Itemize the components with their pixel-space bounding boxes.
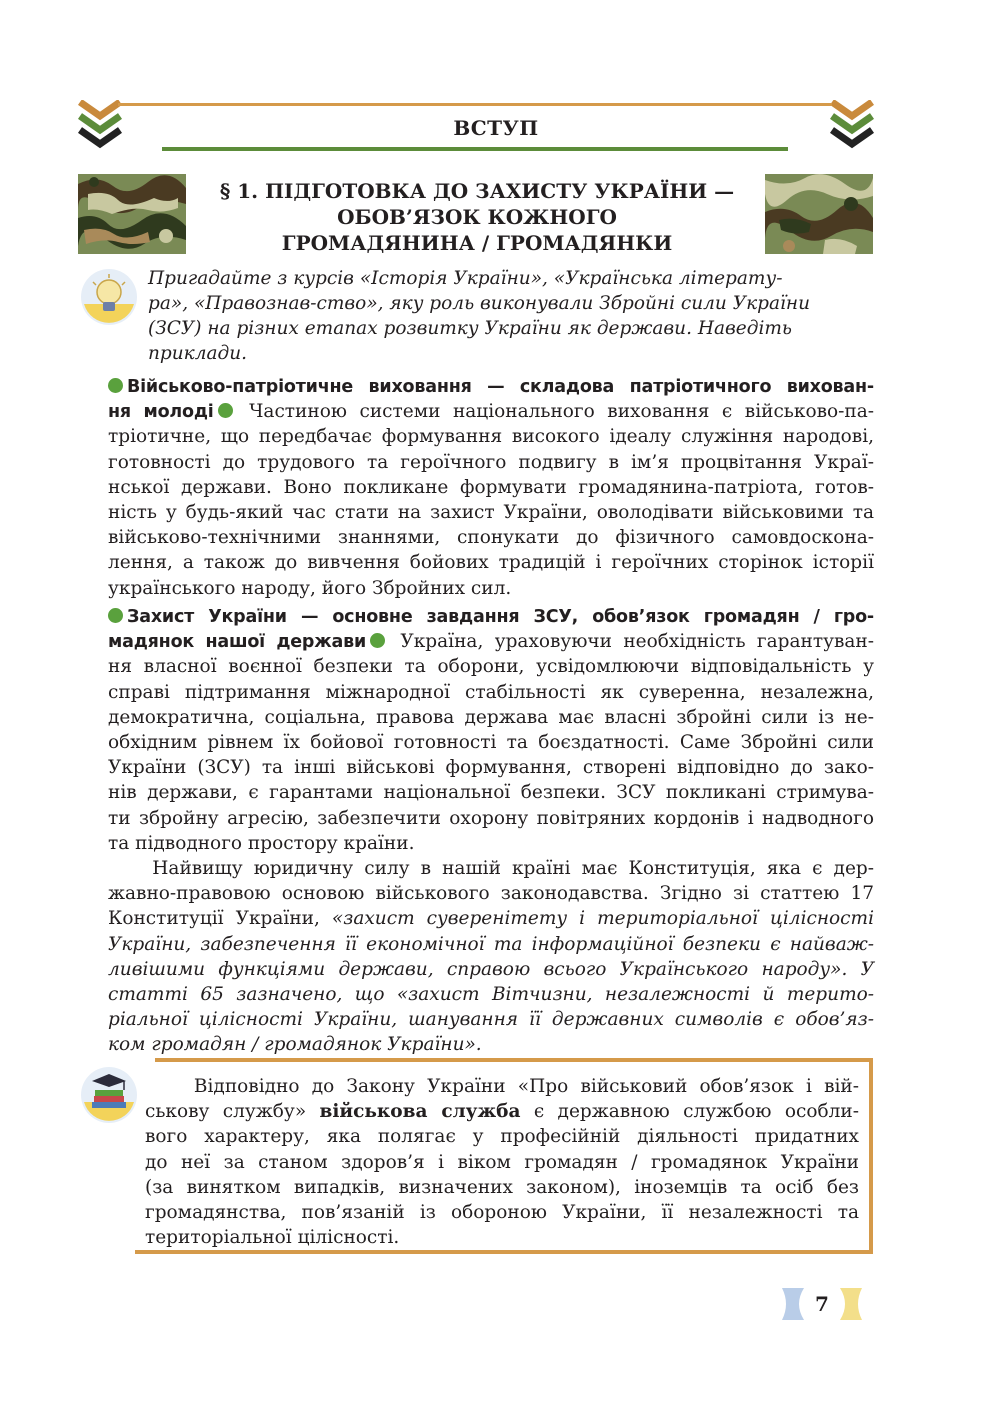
bullet-icon: [108, 608, 123, 623]
bullet-icon: [218, 403, 233, 418]
page-number-badge: [780, 1286, 864, 1322]
term-bold: військова служба: [319, 1101, 521, 1123]
box-border-right: [869, 1058, 873, 1254]
definition-text: [145, 1074, 859, 1250]
note-text: ськову службу»: [145, 1101, 320, 1123]
section-heading: Захист України — основне завдання ЗСУ, обов’язок громадян / гро-: [127, 607, 874, 627]
lightbulb-icon: [80, 268, 138, 326]
recall-line: Пригадайте з курсів «Історія України», «Українська літерату-: [148, 268, 783, 289]
constitution-paragraph: [108, 856, 874, 1058]
body-line: ня власної воєнної безпеки та оборони, усвідомлюючи відповідальність у: [108, 656, 874, 678]
note-line: Відповідно до Закону України «Про військовий обов’язок і вій-: [193, 1076, 859, 1097]
body-line: обхідним рівнем їх бойової готовності та боєздатності. Саме Збройні сили: [108, 731, 874, 753]
section-military-education: [108, 374, 874, 601]
header-rule-bottom: [162, 147, 788, 151]
note-line: до неї за станом здоров’я і віком громадян / громадянок України: [145, 1151, 859, 1173]
body-line: українського народу, його Збройних сил.: [108, 577, 512, 599]
recall-question: [148, 266, 874, 366]
quote-line: ком громадян / громадянок України».: [108, 1034, 482, 1056]
quote-text: «захист суверенітету і територіальної цілісності: [331, 908, 874, 930]
camouflage-pattern-left: [78, 174, 186, 254]
books-icon: [80, 1066, 138, 1124]
quote-line: ріальної цілісності України, шанування її державних символів є обов’яз-: [108, 1009, 874, 1031]
body-line: Найвищу юридичну силу в нашій країні має Конституція, яка є дер-: [152, 858, 874, 879]
body-line: України (ЗСУ) та інші військові формування, створені відповідно до зако-: [108, 757, 874, 779]
bullet-icon: [370, 633, 385, 648]
paragraph-title-line: ОБОВ’ЯЗОК КОЖНОГО: [337, 205, 617, 229]
body-text: Україна, ураховуючи необхідність гарантуван-: [400, 631, 874, 653]
note-line: територіальної цілісності.: [145, 1227, 400, 1249]
section-heading-cont: мадянок нашої держави: [108, 632, 367, 653]
section-title: ВСТУП: [453, 116, 539, 140]
body-line: лення, а також до вивчення бойових традицій і героїчних сторінок історії: [108, 552, 874, 574]
section-heading-cont: ня молоді: [108, 402, 214, 423]
quote-line: України, забезпечення її економічної та інформаційної безпеки є найваж-: [108, 933, 874, 955]
body-line: нської держави. Воно покликане формувати громадянина-патріота, готов-: [108, 476, 874, 498]
body-line: демократична, соціальна, правова держава має власні збройні сили із не-: [108, 706, 874, 728]
note-line: громадянства, пов’язаній із обороною України, її незалежності та: [145, 1201, 859, 1223]
section-heading: Військово-патріотичне виховання — складова патріотичного вихован-: [127, 377, 874, 397]
body-line: жавно-правовою основою військового законодавства. Згідно зі статтею 17: [108, 883, 874, 905]
body-line: військово-технічними знаннями, спонукати до фізичного самовдоскона-: [108, 527, 874, 549]
section-defense-of-ukraine: [108, 604, 874, 856]
body-line: тріотичне, що передбачає формування високого ідеалу служіння народові,: [108, 426, 874, 448]
note-line: вого характеру, яка полягає у професійній діяльності придатних: [145, 1126, 859, 1148]
body-line: та підводного простору країни.: [108, 832, 415, 854]
box-border-top: [155, 1058, 873, 1062]
body-line: нів держави, є гарантами національної безпеки. ЗСУ покликані стримува-: [108, 782, 874, 804]
note-line: (за винятком випадків, визначених законом), іноземців та осіб без: [145, 1176, 859, 1198]
recall-line: приклади.: [148, 343, 248, 364]
body-line: справі підтримання міжнародної стабільності як суверенна, незалежна,: [108, 681, 874, 703]
recall-line: (ЗСУ) на різних етапах розвитку України як держави. Наведіть: [148, 318, 792, 339]
header-rule-top: [118, 103, 832, 106]
paragraph-title-line: § 1. ПІДГОТОВКА ДО ЗАХИСТУ УКРАЇНИ —: [219, 179, 735, 203]
body-line: ти збройну агресію, забезпечити охорону повітряних кордонів і надводного: [108, 807, 874, 829]
page-number: 7: [815, 1292, 829, 1316]
paragraph-title-line: ГРОМАДЯНИНА / ГРОМАДЯНКИ: [281, 231, 673, 255]
body-line: готовності до трудового та героїчного подвигу в ім’я процвітання Украї-: [108, 451, 874, 473]
body-text: Конституції України,: [108, 908, 332, 930]
quote-line: статті 65 зазначено, що «захист Вітчизни, незалежності й терито-: [108, 983, 874, 1005]
bullet-icon: [108, 378, 123, 393]
box-border-bottom: [135, 1250, 873, 1254]
body-line: ність у будь-який час стати на захист України, оволодівати військовими та: [108, 501, 874, 523]
camouflage-pattern-right: [765, 174, 873, 254]
note-text: є державною службою особли-: [520, 1101, 859, 1123]
recall-line: ра», «Правознав-ство», яку роль виконували Збройні сили України: [148, 293, 811, 314]
body-text: Частиною системи національного виховання є військово-па-: [249, 401, 874, 423]
quote-line: ливішими функціями держави, справою всього Українського народу». У: [108, 958, 874, 980]
paragraph-title: [192, 178, 762, 256]
